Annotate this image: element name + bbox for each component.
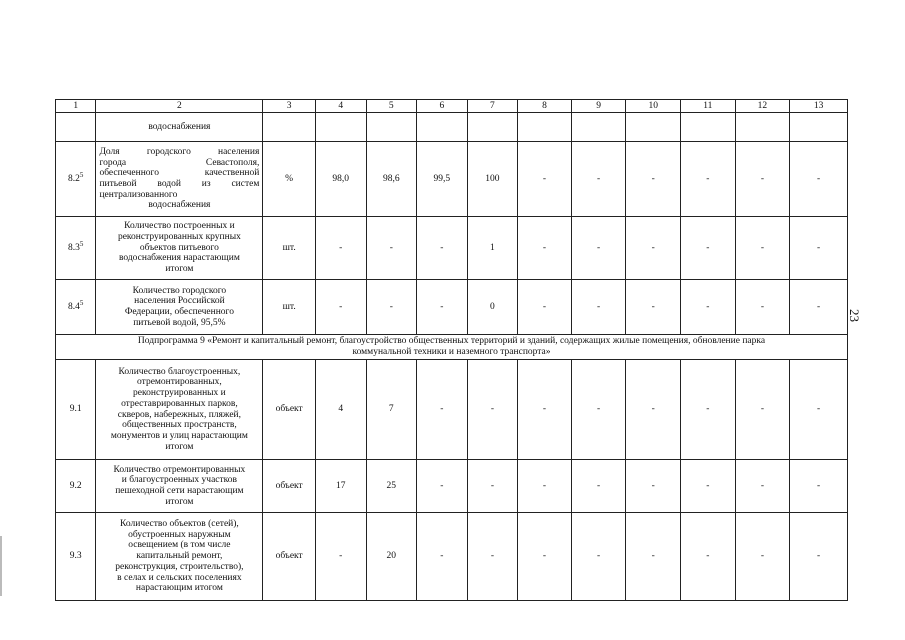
table-row xyxy=(56,113,848,142)
indicator-name-line: объектов питьевого xyxy=(139,242,219,253)
value-cell: - xyxy=(571,513,626,601)
value-cell xyxy=(626,113,681,142)
header-cell: 1 xyxy=(56,100,96,113)
indicator-name-line: реконструированных крупных xyxy=(117,231,241,242)
indicator-name-line: обустроенных наружным xyxy=(128,529,231,540)
value-cell: - xyxy=(571,360,626,460)
indicator-number xyxy=(56,142,96,217)
value-cell: - xyxy=(366,217,417,280)
value-cell: - xyxy=(681,217,736,280)
indicator-name-line: Количество благоустроенных, xyxy=(118,366,241,377)
indicator-name-line: водоснабжения нарастающим xyxy=(118,253,240,264)
indicator-name-line: питьевой водой из систем xyxy=(99,179,260,189)
header-cell: 8 xyxy=(518,100,572,113)
indicator-number-text: 9.2 xyxy=(69,480,82,491)
value-cell: - xyxy=(571,217,626,280)
indicator-name xyxy=(96,113,263,142)
indicator-name xyxy=(96,280,263,335)
value-cell: 1 xyxy=(467,217,518,280)
unit-cell: % xyxy=(263,142,316,217)
indicator-number-text: 8.4 xyxy=(68,301,80,312)
value-cell: - xyxy=(790,360,848,460)
value-cell: - xyxy=(626,217,681,280)
table-row xyxy=(56,513,848,601)
value-cell: - xyxy=(315,280,366,335)
unit-cell: объект xyxy=(263,513,316,601)
value-cell: - xyxy=(735,360,790,460)
value-cell xyxy=(417,113,468,142)
value-cell: 99,5 xyxy=(417,142,468,217)
indicator-name-line: Количество объектов (сетей), xyxy=(120,519,239,530)
unit-cell: шт. xyxy=(263,217,316,280)
indicator-name xyxy=(96,142,263,217)
indicator-number-text: 9.1 xyxy=(69,404,82,415)
header-cell: 2 xyxy=(96,100,263,113)
value-cell: - xyxy=(681,280,736,335)
value-cell: 98,6 xyxy=(366,142,417,217)
value-cell: - xyxy=(315,217,366,280)
indicator-name-line: Количество отремонтированных xyxy=(113,464,246,475)
indicator-name-line: отреставрированных парков, xyxy=(121,398,238,409)
unit-cell: объект xyxy=(263,360,316,460)
indicator-name-line: итогом xyxy=(165,496,194,507)
header-cell: 6 xyxy=(417,100,468,113)
value-cell: - xyxy=(681,360,736,460)
indicator-name-line: пешеходной сети нарастающим xyxy=(115,486,244,496)
value-cell: 25 xyxy=(366,460,417,513)
header-cell: 12 xyxy=(735,100,790,113)
indicator-name-line: общественных пространств, xyxy=(122,420,237,431)
value-cell: - xyxy=(735,513,790,601)
value-cell: - xyxy=(790,142,848,217)
header-cell: 11 xyxy=(681,100,736,113)
table-row xyxy=(56,217,848,280)
value-cell: - xyxy=(626,513,681,601)
indicator-name-line: Доля городского населения xyxy=(99,146,260,157)
unit-cell xyxy=(263,113,316,142)
indicator-name-line: централизованного xyxy=(99,189,178,200)
value-cell: - xyxy=(467,360,518,460)
indicator-name xyxy=(96,460,263,513)
table-row xyxy=(56,142,848,217)
table-row xyxy=(56,460,848,513)
indicator-number xyxy=(56,280,96,335)
indicator-name-line: скверов, набережных, пляжей, xyxy=(117,409,242,420)
indicator-name-line: города Севастополя, xyxy=(99,157,260,168)
value-cell: - xyxy=(467,460,518,513)
header-cell: 10 xyxy=(626,100,681,113)
value-cell: - xyxy=(417,217,468,280)
value-cell: - xyxy=(735,217,790,280)
header-cell: 3 xyxy=(263,100,316,113)
header-cell: 13 xyxy=(790,100,848,113)
value-cell: - xyxy=(790,460,848,513)
value-cell xyxy=(571,113,626,142)
indicator-name-line: реконструированных и xyxy=(133,388,226,399)
value-cell: - xyxy=(518,217,572,280)
indicator-name-line: и благоустроенных участков xyxy=(121,475,238,486)
value-cell xyxy=(735,113,790,142)
indicator-name-line: итогом xyxy=(165,264,194,275)
page-number: 23 xyxy=(847,309,862,322)
subprogram-title-line: коммунальной техники и наземного транспорта» xyxy=(352,347,551,357)
indicator-number xyxy=(56,113,96,142)
indicator-name-line: реконструкция, строительство), xyxy=(115,561,244,572)
footnote-mark: 5 xyxy=(79,170,84,179)
indicator-name-line: Количество городского xyxy=(132,285,227,296)
value-cell: - xyxy=(626,280,681,335)
value-cell: - xyxy=(626,460,681,513)
value-cell: - xyxy=(417,360,468,460)
value-cell: 7 xyxy=(366,360,417,460)
header-cell: 5 xyxy=(366,100,417,113)
value-cell xyxy=(681,113,736,142)
value-cell: - xyxy=(417,280,468,335)
value-cell: - xyxy=(467,513,518,601)
indicator-name-line: обеспеченного качественной xyxy=(99,168,260,179)
value-cell: - xyxy=(790,217,848,280)
value-cell: - xyxy=(735,280,790,335)
indicator-name-line: освещением (в том числе xyxy=(128,540,231,551)
footnote-mark: 5 xyxy=(79,239,84,248)
value-cell xyxy=(518,113,572,142)
indicator-number xyxy=(56,460,96,513)
header-cell: 7 xyxy=(467,100,518,113)
value-cell: 98,0 xyxy=(315,142,366,217)
value-cell: - xyxy=(626,360,681,460)
value-cell: - xyxy=(518,280,572,335)
subprogram-row xyxy=(56,335,848,360)
table-row xyxy=(56,360,848,460)
value-cell: - xyxy=(518,460,572,513)
unit-cell: шт. xyxy=(263,280,316,335)
value-cell: 100 xyxy=(467,142,518,217)
value-cell: - xyxy=(681,142,736,217)
value-cell: - xyxy=(571,280,626,335)
value-cell: - xyxy=(518,360,572,460)
indicator-number xyxy=(56,513,96,601)
indicator-number xyxy=(56,217,96,280)
indicator-name-line: капитальный ремонт, xyxy=(136,551,223,562)
value-cell: - xyxy=(735,460,790,513)
value-cell xyxy=(366,113,417,142)
value-cell: - xyxy=(790,513,848,601)
indicator-name-line: в селах и сельских поселениях xyxy=(117,572,242,583)
binding-mark xyxy=(0,536,2,596)
value-cell xyxy=(467,113,518,142)
value-cell: - xyxy=(571,460,626,513)
indicator-name-line: отремонтированных, xyxy=(137,377,222,388)
indicator-name-line: водоснабжения xyxy=(148,200,211,211)
indicator-name-line: нарастающим итогом xyxy=(135,583,223,594)
value-cell: - xyxy=(315,513,366,601)
unit-cell: объект xyxy=(263,460,316,513)
indicator-name-line: итогом xyxy=(165,441,194,452)
indicator-number-text: 8.2 xyxy=(68,173,80,184)
value-cell: - xyxy=(681,513,736,601)
indicator-number-text: 9.3 xyxy=(69,551,82,562)
indicator-number xyxy=(56,360,96,460)
value-cell: - xyxy=(571,142,626,217)
value-cell: 4 xyxy=(315,360,366,460)
value-cell: - xyxy=(518,142,572,217)
value-cell: 17 xyxy=(315,460,366,513)
value-cell xyxy=(315,113,366,142)
indicator-name xyxy=(96,217,263,280)
footnote-mark: 5 xyxy=(79,298,84,307)
value-cell: - xyxy=(518,513,572,601)
value-cell: - xyxy=(417,460,468,513)
indicator-name-line: Количество построенных и xyxy=(124,221,235,232)
value-cell: - xyxy=(681,460,736,513)
indicator-name-line: монументов и улиц нарастающим xyxy=(110,430,248,441)
header-cell: 9 xyxy=(571,100,626,113)
indicator-name-line: населения Российской xyxy=(134,296,225,307)
value-cell xyxy=(790,113,848,142)
table-row xyxy=(56,280,848,335)
value-cell: - xyxy=(417,513,468,601)
indicator-name-line: водоснабжения xyxy=(148,121,211,132)
indicator-name xyxy=(96,360,263,460)
subprogram-title-line: Подпрограмма 9 «Ремонт и капитальный ремонт, благоустройство общественных территорий и зданий, содержащих жилые помещения, обновление парка xyxy=(137,336,766,346)
indicators-table xyxy=(55,99,848,601)
value-cell: - xyxy=(735,142,790,217)
value-cell: - xyxy=(626,142,681,217)
value-cell: 0 xyxy=(467,280,518,335)
subprogram-title xyxy=(56,335,848,360)
column-number-header-row xyxy=(56,100,848,113)
value-cell: - xyxy=(366,280,417,335)
indicator-name xyxy=(96,513,263,601)
value-cell: 20 xyxy=(366,513,417,601)
indicator-name-line: питьевой водой, 95,5% xyxy=(133,317,226,328)
indicator-number-text: 8.3 xyxy=(68,242,80,253)
header-cell: 4 xyxy=(315,100,366,113)
value-cell: - xyxy=(790,280,848,335)
indicator-name-line: Федерации, обеспеченного xyxy=(124,307,234,317)
